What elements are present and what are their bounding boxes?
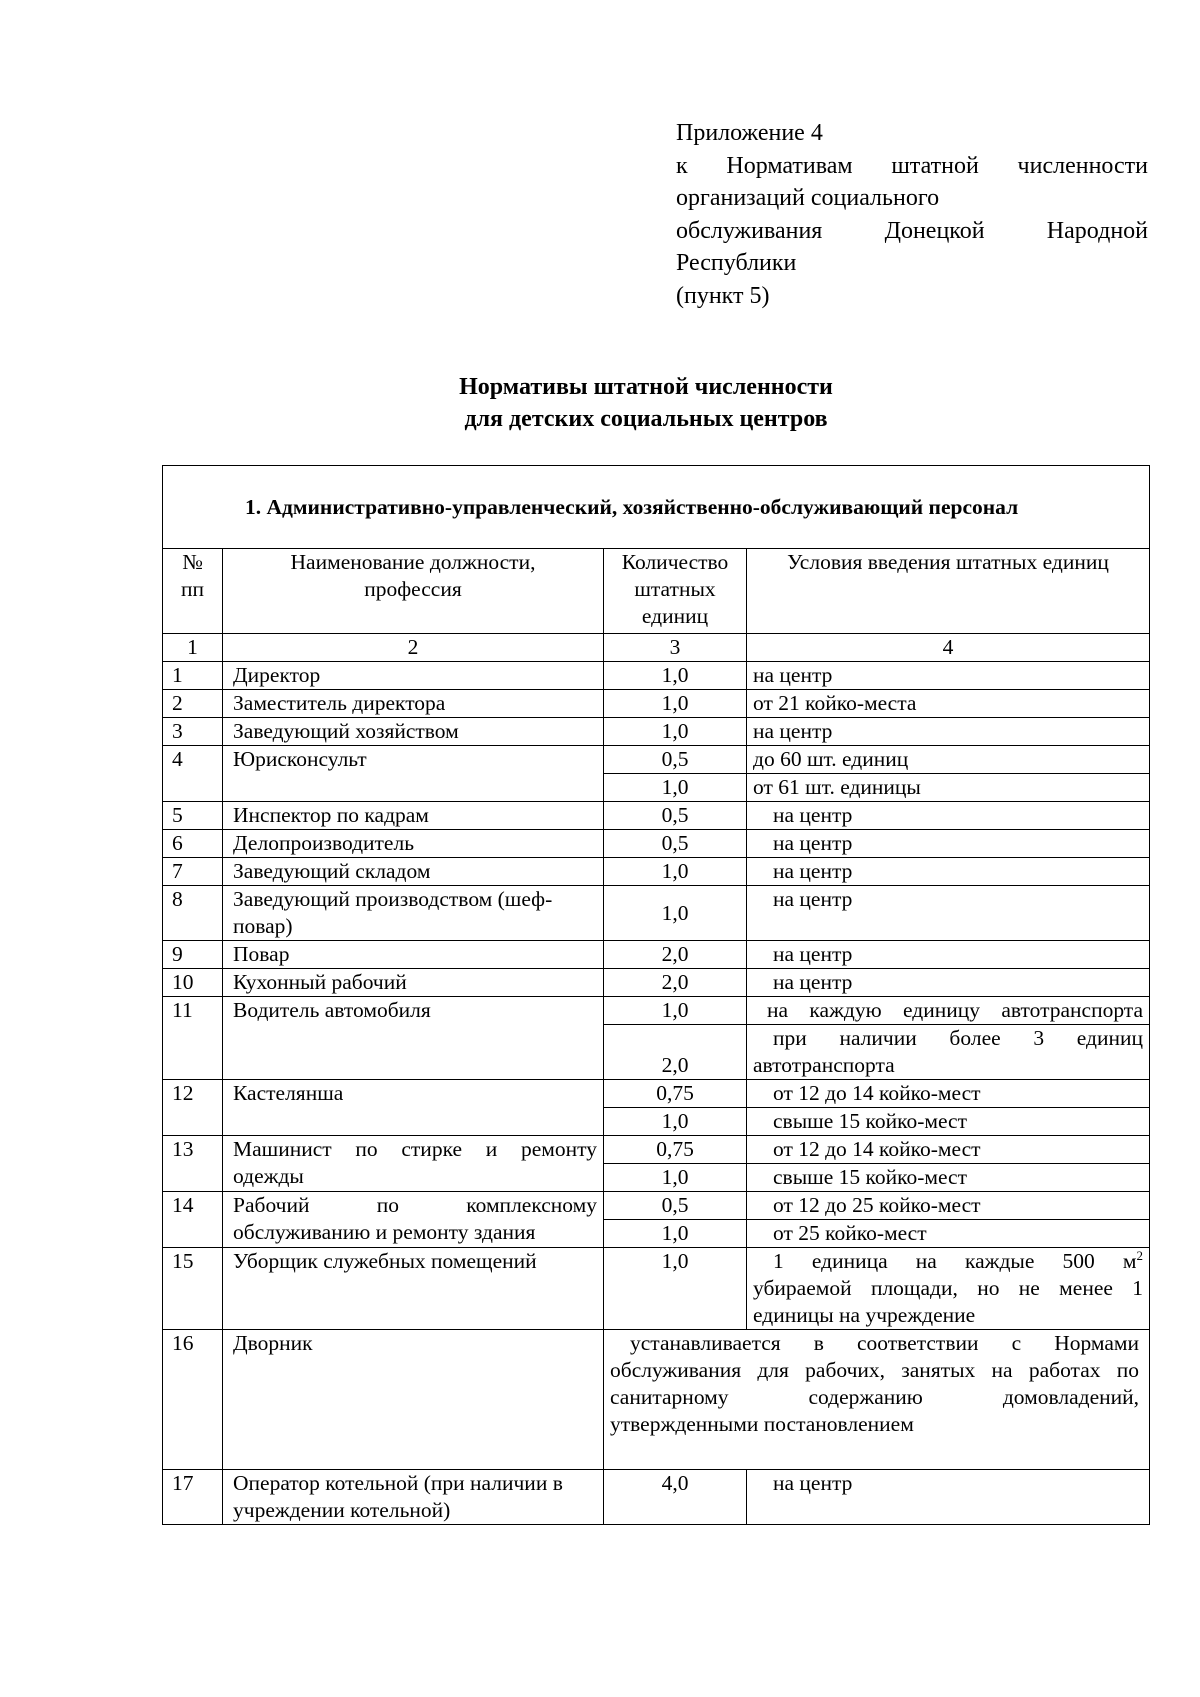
row-qty: 0,5: [604, 802, 747, 830]
column-number-row: [163, 634, 1150, 662]
table-row: [163, 1080, 1150, 1108]
annex-block: [676, 117, 1148, 313]
row-num: 17: [163, 1470, 223, 1525]
cond-text: убираемой площади, но не менее 1 единицы на учреждение: [753, 1276, 1144, 1327]
row-qty: 0,75: [604, 1136, 747, 1164]
col-number: 3: [604, 634, 747, 662]
row-num: 3: [163, 718, 223, 746]
document-title: [0, 371, 1200, 435]
row-qty: 1,0: [604, 718, 747, 746]
row-num: 5: [163, 802, 223, 830]
row-cond: на центр: [747, 662, 1150, 690]
row-num: 13: [163, 1136, 223, 1192]
row-num: 12: [163, 1080, 223, 1136]
row-name: Кухонный рабочий: [223, 969, 604, 997]
row-qty: 2,0: [604, 969, 747, 997]
row-cond: свыше 15 койко-мест: [747, 1108, 1150, 1136]
row-cond: от 12 до 14 койко-мест: [747, 1136, 1150, 1164]
table-row: [163, 746, 1150, 774]
row-name: Заведующий хозяйством: [223, 718, 604, 746]
row-qty: 1,0: [604, 1220, 747, 1248]
table-row: [163, 941, 1150, 969]
row-cond: на центр: [747, 941, 1150, 969]
row-qty: 1,0: [604, 690, 747, 718]
table-row: [163, 997, 1150, 1025]
table-row: [163, 858, 1150, 886]
col-number: 2: [223, 634, 604, 662]
row-qty: 1,0: [604, 662, 747, 690]
table-row: [163, 830, 1150, 858]
header-cond: Условия введения штатных единиц: [747, 549, 1150, 634]
row-cond: от 25 койко-мест: [747, 1220, 1150, 1248]
row-cond: на центр: [747, 802, 1150, 830]
table-row: [163, 662, 1150, 690]
staffing-table: [162, 465, 1150, 1525]
row-qty: 1,0: [604, 886, 747, 941]
table-row: [163, 1330, 1150, 1470]
row-cond: от 21 койко-места: [747, 690, 1150, 718]
row-name: Заместитель директора: [223, 690, 604, 718]
table-row: [163, 886, 1150, 941]
row-cond: на центр: [747, 886, 1150, 941]
row-cond: на центр: [747, 830, 1150, 858]
row-name: Делопроизводитель: [223, 830, 604, 858]
row-num: 14: [163, 1192, 223, 1248]
row-name: Машинист по стирке и ремонту одежды: [223, 1136, 604, 1192]
row-num: 10: [163, 969, 223, 997]
title-line: для детских социальных центров: [464, 406, 828, 432]
title-line: Нормативы штатной численности: [459, 374, 833, 400]
table-row: [163, 1248, 1150, 1330]
row-num: 2: [163, 690, 223, 718]
row-qty: 1,0: [604, 1108, 747, 1136]
row-name: Дворник: [223, 1330, 604, 1470]
row-name: Юрисконсульт: [223, 746, 604, 802]
annex-line: обслуживания Донецкой Народной: [676, 217, 1148, 244]
row-qty: 1,0: [604, 1248, 747, 1330]
table-row: [163, 1470, 1150, 1525]
row-cond: от 12 до 14 койко-мест: [747, 1080, 1150, 1108]
annex-line: Республики: [676, 250, 797, 277]
row-name: Рабочий по комплексному обслуживанию и ремонту здания: [223, 1192, 604, 1248]
row-num: 7: [163, 858, 223, 886]
row-cond: на центр: [747, 1470, 1150, 1525]
row-merged: устанавливается в соответствии с Нормами обслуживания для рабочих, занятых на работах по санитарному содержанию домовладений, утвержденными постановлением: [604, 1330, 1150, 1470]
row-qty: 4,0: [604, 1470, 747, 1525]
superscript: 2: [1136, 1247, 1144, 1263]
annex-line: к Нормативам штатной численности: [676, 152, 1148, 179]
row-qty: 0,75: [604, 1080, 747, 1108]
row-cond: на каждую единицу автотранспорта: [747, 997, 1150, 1025]
row-name: Инспектор по кадрам: [223, 802, 604, 830]
row-cond: на центр: [747, 718, 1150, 746]
row-num: 6: [163, 830, 223, 858]
row-cond: до 60 шт. единиц: [747, 746, 1150, 774]
row-name: Повар: [223, 941, 604, 969]
row-name: Кастелянша: [223, 1080, 604, 1136]
row-qty: 0,5: [604, 830, 747, 858]
row-cond: от 61 шт. единицы: [747, 774, 1150, 802]
row-name: Водитель автомобиля: [223, 997, 604, 1080]
header-qty: Количество штатных единиц: [604, 549, 747, 634]
row-cond: на центр: [747, 969, 1150, 997]
row-num: 1: [163, 662, 223, 690]
row-qty: 2,0: [604, 1025, 747, 1080]
annex-line: (пункт 5): [676, 282, 770, 309]
section-heading: 1. Административно-управленческий, хозяйственно-обслуживающий персонал: [163, 466, 1150, 549]
row-num: 8: [163, 886, 223, 941]
table-row: [163, 1136, 1150, 1164]
row-name: Заведующий складом: [223, 858, 604, 886]
row-qty: 1,0: [604, 774, 747, 802]
row-num: 4: [163, 746, 223, 802]
table-row: [163, 718, 1150, 746]
annex-line: организаций социального: [676, 185, 940, 212]
row-cond: [747, 1248, 1150, 1330]
table-row: [163, 690, 1150, 718]
row-cond: от 12 до 25 койко-мест: [747, 1192, 1150, 1220]
row-qty: 1,0: [604, 997, 747, 1025]
row-num: 11: [163, 997, 223, 1080]
table-row: [163, 969, 1150, 997]
row-cond: при наличии более 3 единиц автотранспорта: [747, 1025, 1150, 1080]
header-num: № пп: [163, 549, 223, 634]
table-row: [163, 1192, 1150, 1220]
col-number: 4: [747, 634, 1150, 662]
header-name: Наименование должности, профессия: [223, 549, 604, 634]
header-row: [163, 549, 1150, 634]
row-name: Оператор котельной (при наличии в учреждении котельной): [223, 1470, 604, 1525]
table-row: [163, 802, 1150, 830]
annex-line: Приложение 4: [676, 120, 823, 146]
row-name: Директор: [223, 662, 604, 690]
row-qty: 1,0: [604, 1164, 747, 1192]
row-qty: 2,0: [604, 941, 747, 969]
section-row: [163, 466, 1150, 549]
cond-text: 1 единица на каждые 500 м: [773, 1249, 1137, 1273]
row-name: Заведующий производством (шеф-повар): [223, 886, 604, 941]
row-qty: 0,5: [604, 746, 747, 774]
row-cond: на центр: [747, 858, 1150, 886]
row-cond: свыше 15 койко-мест: [747, 1164, 1150, 1192]
row-name: Уборщик служебных помещений: [223, 1248, 604, 1330]
row-num: 9: [163, 941, 223, 969]
col-number: 1: [163, 634, 223, 662]
row-num: 16: [163, 1330, 223, 1470]
row-qty: 0,5: [604, 1192, 747, 1220]
row-num: 15: [163, 1248, 223, 1330]
row-qty: 1,0: [604, 858, 747, 886]
